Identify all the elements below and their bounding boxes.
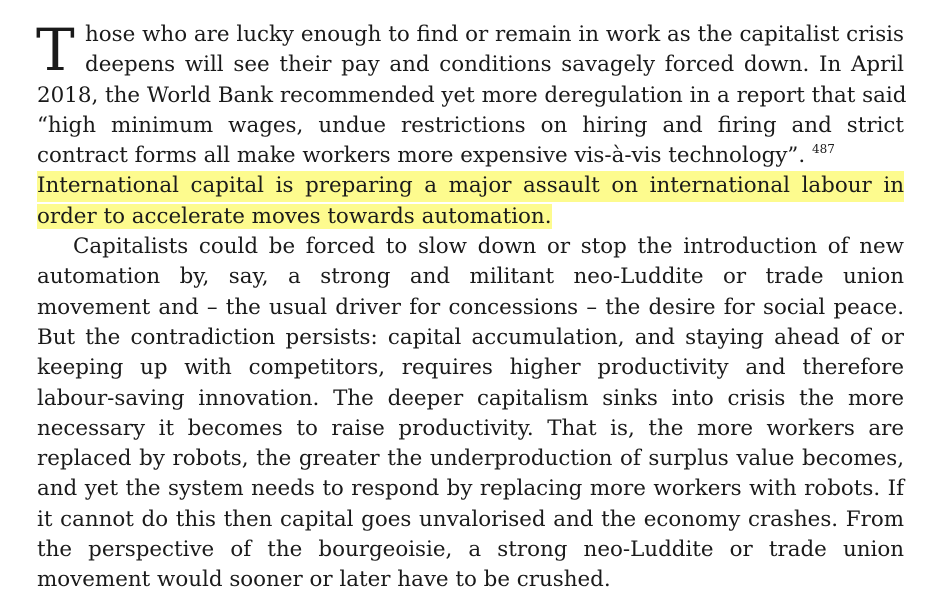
text-line: contract forms all make workers more expensive vis-à-vis technology”. [37, 143, 806, 169]
text-line: it cannot do this then capital goes unvalorised and the economy crashes. From [37, 506, 904, 532]
text-line: 2018, the World Bank recommended yet more deregulation in a report that said [37, 82, 907, 108]
text-line: movement and – the usual driver for concessions – the desire for social peace. [37, 294, 904, 320]
highlighted-text-line: order to accelerate moves towards automation. [37, 203, 552, 229]
text-line: But the contradiction persists: capital accumulation, and staying ahead of or [37, 324, 904, 350]
document-page [36, 16, 907, 596]
text-line: hose who are lucky enough to find or remain in work as the capitalist crisis [85, 22, 904, 47]
drop-cap: T [36, 16, 75, 84]
text-line: Capitalists could be forced to slow down or stop the introduction of new [73, 234, 904, 260]
text-line: labour-saving innovation. The deeper capitalism sinks into crisis the more [37, 385, 904, 411]
highlighted-text-line-wrapper [37, 202, 904, 232]
text-line: replaced by robots, the greater the underproduction of surplus value becomes, [37, 446, 904, 472]
text-line: keeping up with competitors, requires higher productivity and therefore [37, 355, 904, 381]
footnote-marker[interactable]: 487 [811, 142, 835, 157]
text-line: the perspective of the bourgeoisie, a strong neo-Luddite or trade union [37, 537, 904, 563]
highlighted-text-line: International capital is preparing a major assault on international labour in [37, 171, 904, 201]
text-line: deepens will see their pay and conditions savagely forced down. In April [85, 52, 904, 78]
text-line: “high minimum wages, undue restrictions on hiring and firing and strict [37, 112, 904, 138]
text-line: and yet the system needs to respond by replacing more workers with robots. If [37, 476, 904, 502]
text-line: movement would sooner or later have to be crushed. [37, 567, 611, 593]
text-line-with-footnote [37, 141, 904, 171]
text-line: necessary it becomes to raise productivity. That is, the more workers are [37, 415, 904, 441]
paragraph-1 [36, 16, 907, 232]
paragraph-2 [37, 232, 904, 596]
text-line: automation by, say, a strong and militant neo-Luddite or trade union [37, 264, 904, 290]
